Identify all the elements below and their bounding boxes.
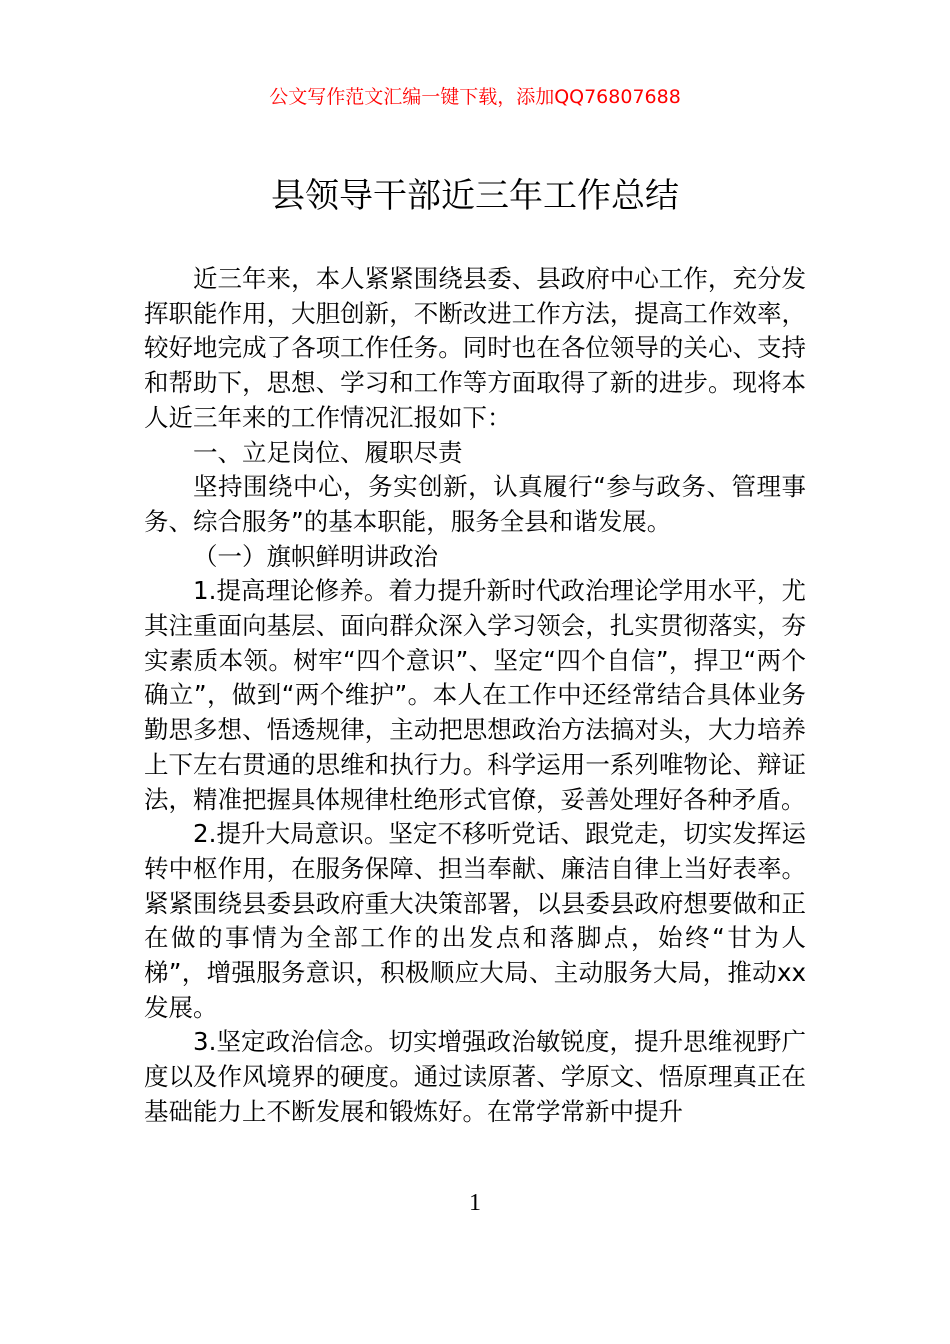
page-number: 1 (469, 1190, 481, 1216)
document-body (144, 262, 806, 1130)
section-heading-1: 一、立足岗位、履职尽责 (193, 437, 463, 467)
subsection-heading-1: （一）旗帜鲜明讲政治 (193, 541, 438, 571)
document-title: 县领导干部近三年工作总结 (271, 176, 679, 216)
body-paragraph: 3.坚定政治信念。切实增强政治敏锐度，提升思维视野广度以及作风境界的硬度。通过读原著、学原文、悟原理真正在基础能力上不断发展和锻炼好。在常学常新中提升 (144, 1027, 806, 1126)
body-paragraph: 2.提升大局意识。坚定不移听党话、跟党走，切实发挥运转中枢作用，在服务保障、担当奉献、廉洁自律上当好表率。紧紧围绕县委县政府重大决策部署，以县委县政府想要做和正在做的事情为全部工作的出发点和落脚点，始终“甘为人梯”，增强服务意识，积极顺应大局、主动服务大局，推动xx发展。 (144, 819, 806, 1022)
body-paragraph: 坚持围绕中心，务实创新，认真履行“参与政务、管理事务、综合服务”的基本职能，服务全县和谐发展。 (144, 472, 806, 536)
body-paragraph: 1.提高理论修养。着力提升新时代政治理论学用水平，尤其注重面向基层、面向群众深入学习领会，扎实贯彻落实，夯实素质本领。树牢“四个意识”、坚定“四个自信”，捍卫“两个确立”，做到“两个维护”。本人在工作中还经常结合具体业务勤思多想、悟透规律，主动把思想政治方法搞对头，大力培养上下左右贯通的思维和执行力。科学运用一系列唯物论、辩证法，精准把握具体规律杜绝形式官僚，妥善处理好各种矛盾。 (144, 576, 806, 814)
download-banner: 公文写作范文汇编一键下载，添加QQ76807688 (269, 86, 681, 108)
intro-paragraph: 近三年来，本人紧紧围绕县委、县政府中心工作，充分发挥职能作用，大胆创新，不断改进工作方法，提高工作效率，较好地完成了各项工作任务。同时也在各位领导的关心、支持和帮助下，思想、学习和工作等方面取得了新的进步。现将本人近三年来的工作情况汇报如下： (144, 264, 806, 432)
